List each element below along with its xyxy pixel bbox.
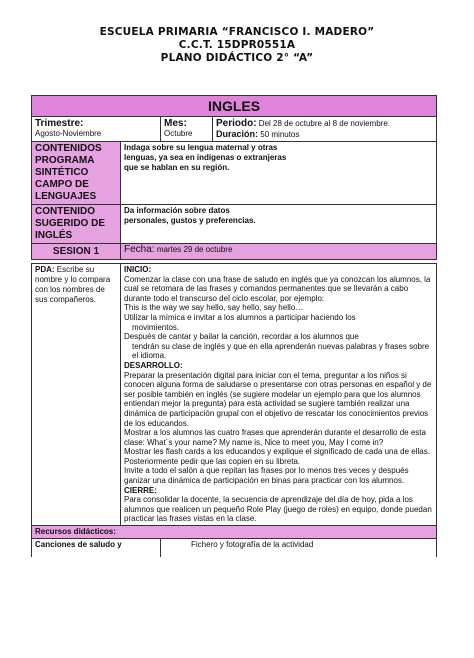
activity-row bbox=[32, 264, 437, 526]
trimestre-value: Agosto-Noviembre bbox=[35, 129, 102, 138]
sesion-row bbox=[32, 244, 437, 260]
canciones-item: Canciones de saludo y bbox=[32, 539, 161, 558]
periodo-value: Del 28 de octubre al 8 de noviembre. bbox=[258, 119, 390, 128]
periodo-label: Periodo: bbox=[216, 118, 257, 129]
pda-label: PDA: bbox=[35, 265, 55, 274]
mes-cell bbox=[161, 117, 213, 142]
title-row bbox=[32, 96, 437, 117]
trimestre-label: Trimestre: bbox=[35, 118, 84, 129]
flash-text: Mostrar les flash cards a los educandos y explique el significado de cada una de ellas. Posteriormente pedir que las copien en su libreta. bbox=[124, 447, 433, 466]
lesson-plan-table bbox=[31, 95, 436, 557]
mostrar-text: Mostrar a los alumnos las cuatro frases que aprenderán durante el desarrollo de esta clase: What´s your name? My name is, Nice to meet you, May I come in? bbox=[124, 428, 429, 447]
contenidos-label: CONTENIDOS PROGRAMA SINTÉTICO CAMPO DE LENGUAJES bbox=[32, 142, 121, 205]
document-header bbox=[0, 26, 474, 65]
school-name: ESCUELA PRIMARIA “FRANCISCO I. MADERO” bbox=[99, 26, 375, 38]
cancion-text-a: Después de cantar y bailar la canción, recordar a los alumnos que bbox=[124, 332, 359, 342]
info-row bbox=[32, 117, 437, 142]
pda-cell bbox=[32, 264, 121, 526]
sugerido-row bbox=[32, 205, 437, 244]
subject-title: INGLES bbox=[32, 96, 437, 117]
fecha-label: Fecha: bbox=[124, 244, 155, 255]
plan-title: PLANO DIDÁCTICO 2° “A” bbox=[160, 52, 314, 64]
periodo-cell bbox=[213, 117, 437, 142]
duracion-label: Duración: bbox=[216, 129, 259, 139]
recursos-items-row bbox=[32, 539, 437, 558]
recursos-row bbox=[32, 526, 437, 539]
fecha-cell bbox=[121, 244, 437, 260]
cancion-text-b: tendrán su clase de inglés y que en ella aprenderán nuevas palabras y frases sobre el idioma. bbox=[132, 341, 432, 361]
desarrollo-text: Preparar la presentación digital para iniciar con el tema, preguntar a los niños si conocen alguna forma de saludarse o presentarse con otras personas en español y de ser posible también en inglés (se sugiere modelar un ejemplo para que los alumnos entiendan mejor la pregunta) para esta actividad se sugiere también realizar una dinámica de participación grupal con el objetivo de rescatar los conocimientos previos de los educandos. bbox=[124, 370, 434, 428]
desarrollo-label: DESARROLLO: bbox=[124, 360, 183, 370]
fichero-item: Fichero y fotografía de la actividad bbox=[161, 539, 437, 558]
trimestre-cell bbox=[32, 117, 161, 142]
cierre-text: Para consolidar la docente, la secuencia de aprendizaje del día de hoy, pida a los alumnos que realicen un pequeño Role Play (juego de roles) en equipo, donde puedan practicar las frases vistas en la clase. bbox=[124, 495, 435, 524]
inicio-label: INICIO: bbox=[124, 265, 152, 274]
recursos-label: Recursos didácticos: bbox=[32, 526, 437, 539]
mes-value: Octubre bbox=[164, 129, 193, 138]
inicio-text: Comenzar la clase con una frase de saludo en inglés que ya conozcan los alumnos, la cual se retomara de las frases y comandos permanentes que se llevarán a cabo durante todo el transcurso del ciclo escolar, por ejemplo: bbox=[124, 274, 433, 303]
example-phrase: This is the way we say hello, say hello, say hello… bbox=[124, 303, 304, 313]
mes-label: Mes: bbox=[164, 118, 187, 129]
activity-cell bbox=[121, 264, 437, 526]
pda-text: Escribe su nombre y lo compara con los nombres de sus compañeros. bbox=[35, 265, 111, 304]
sugerido-label: CONTENIDO SUGERIDO DE INGLÉS bbox=[32, 205, 121, 244]
school-cct: C.C.T. 15DPR0551A bbox=[178, 39, 296, 51]
cierre-label: CIERRE: bbox=[124, 485, 157, 495]
duracion-value: 50 minutos bbox=[260, 130, 300, 139]
plan-table bbox=[31, 95, 437, 557]
fecha-value: martes 29 de octubre bbox=[156, 245, 233, 254]
mimica-text-b: movimientos. bbox=[132, 322, 180, 332]
contenidos-row bbox=[32, 142, 437, 205]
contenidos-text: Indaga sobre su lengua maternal y otras lenguas, ya sea en indígenas o extranjeras que se hablan en su región. bbox=[121, 142, 437, 205]
mimica-text-a: Utilizar la mímica e invitar a los alumnos a participar haciendo los bbox=[124, 312, 356, 322]
salon-text: Invite a todo el salón a que repitan las frases por lo menos tres veces y después ganizar una dinámica de participación en binas para practicar con los alumnos. bbox=[124, 466, 411, 486]
sesion-label: SESION 1 bbox=[32, 244, 121, 260]
sugerido-text: Da información sobre datos personales, gustos y preferencias. bbox=[121, 205, 437, 244]
